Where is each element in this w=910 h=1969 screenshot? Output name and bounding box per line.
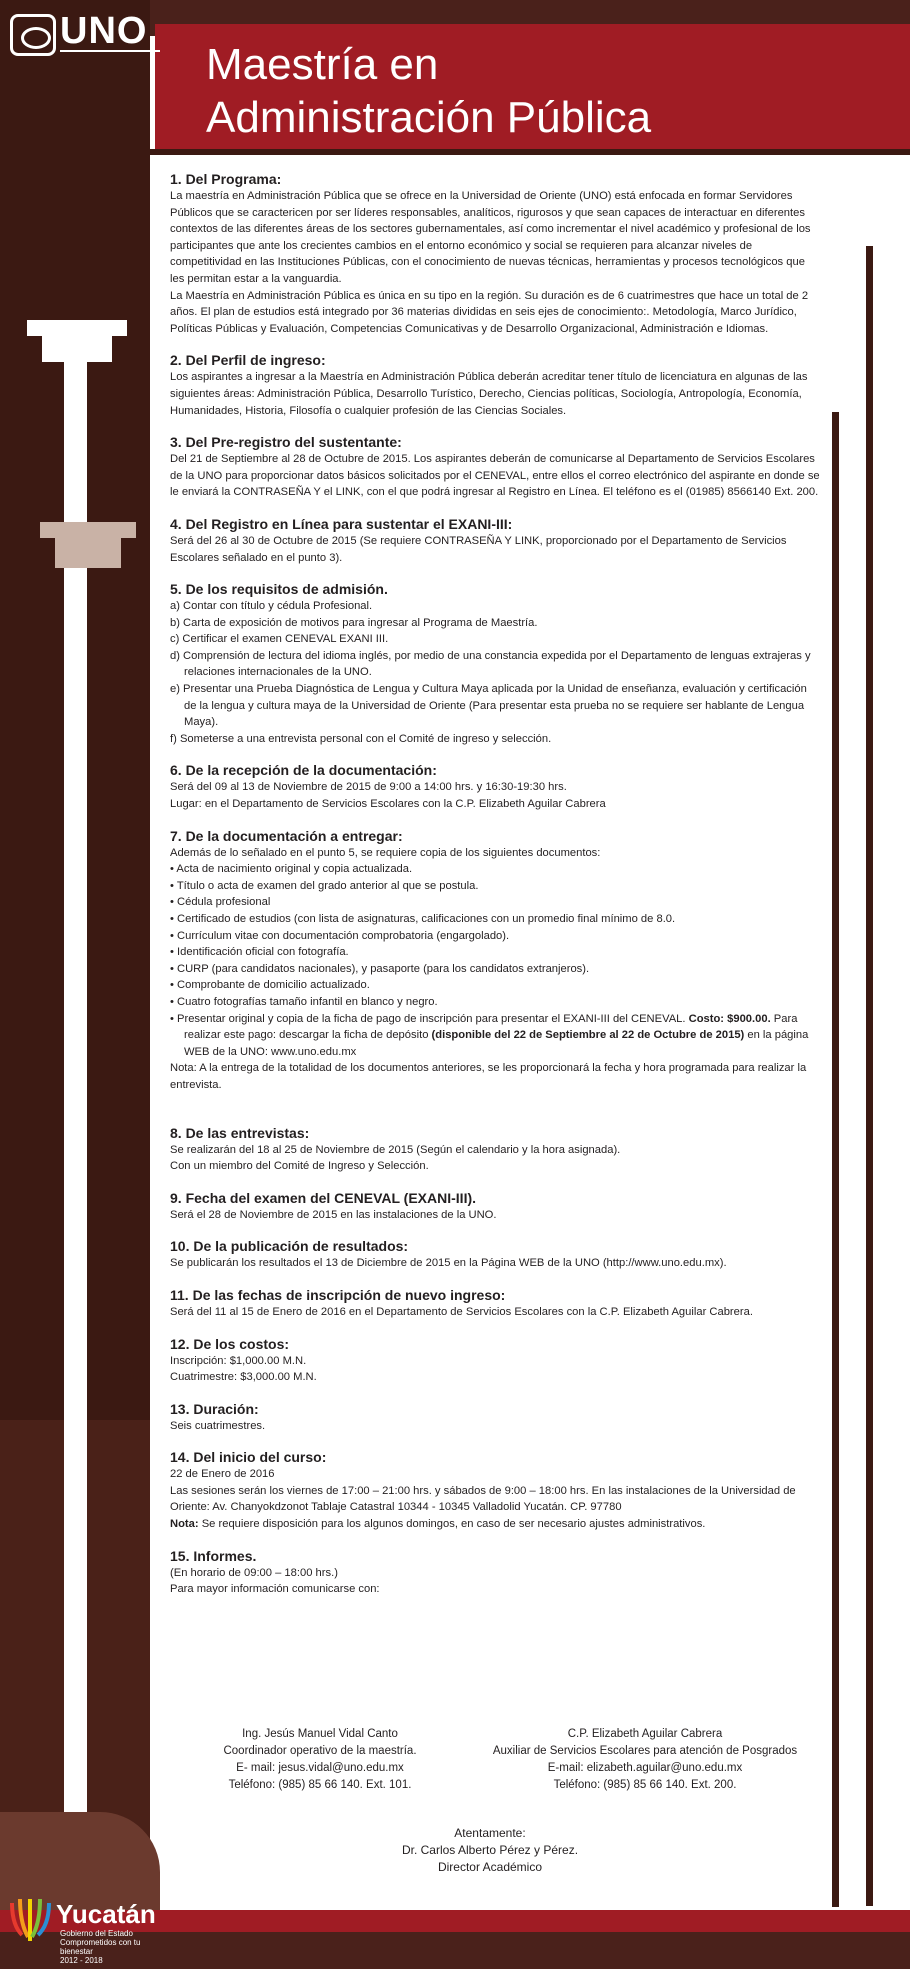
section-recepcion <box>170 761 820 812</box>
section-perfil <box>170 351 820 419</box>
contact-name: Ing. Jesús Manuel Vidal Canto <box>242 1728 398 1740</box>
section-paragraph: La maestría en Administración Pública que se ofrece en la Universidad de Oriente (UNO) está enfocada en formar Servidores Públicos que se caractericen por ser líderes responsables, analíticos, rigurosos y que sean capaces de interactuar en diferentes contextos de las diferentes áreas de los sectores gubernamentales, así como incrementar el nivel académico y profesional de los participantes que ante los crecientes cambios en el entorno económico y social se requieren para alcanzar niveles de competitividad en las Instituciones Públicas, con el conocimiento de nuevas técnicas, herramientas y procesos tecnológicos que les permitan estar a la vanguardia. <box>170 190 811 285</box>
contact-role: Auxiliar de Servicios Escolares para atención de Posgrados <box>492 1745 798 1757</box>
payment-text: • Presentar original y copia de la ficha de pago de inscripción para presentar el EXANI-III del CENEVAL. <box>170 1012 689 1025</box>
section-duracion <box>170 1400 820 1435</box>
column-shadow-bottom <box>55 538 121 568</box>
yucatan-logo-subtitle <box>60 1929 158 1965</box>
section-title: 12. De los costos: <box>170 1335 290 1352</box>
section-paragraph: Los aspirantes a ingresar a la Maestría en Administración Pública deberán acreditar tener título de licenciatura en algunas de las siguientes áreas: Administración Pública, Desarrollo Turístico, Derecho, Ciencias políticas, Sociología, Antropología, Economía, Humanidades, Historia, Filosofía o cualquier profesión de las Ciencias Sociales. <box>170 371 808 417</box>
list-item: • Comprobante de domicilio actualizado. <box>170 979 370 992</box>
contact-card <box>470 1726 820 1794</box>
section-paragraph: 22 de Enero de 2016 <box>170 1468 275 1481</box>
section-resultados <box>170 1237 820 1272</box>
section-title: 5. De los requisitos de admisión. <box>170 581 388 598</box>
list-item: d) Comprensión de lectura del idioma inglés, por medio de una constancia expedida por el Departamento de lenguas extrajeras y relaciones internacionales de la UNO. <box>170 649 811 679</box>
uno-logo-underline <box>60 50 160 58</box>
section-title: 13. Duración: <box>170 1400 259 1417</box>
uno-logo-text: UNO <box>60 10 148 52</box>
list-item: c) Certificar el examen CENEVAL EXANI III. <box>170 633 389 646</box>
section-requisitos <box>170 580 820 747</box>
signatory-name: Dr. Carlos Alberto Pérez y Pérez. <box>401 1843 579 1857</box>
list-item: b) Carta de exposición de motivos para ingresar al Programa de Maestría. <box>170 616 538 629</box>
section-paragraph: Será el 28 de Noviembre de 2015 en las instalaciones de la UNO. <box>170 1208 497 1221</box>
contact-name: C.P. Elizabeth Aguilar Cabrera <box>567 1728 723 1740</box>
list-item: • Título o acta de examen del grado anterior al que se postula. <box>170 879 479 892</box>
yucatan-logo-word: Yucatán <box>56 1899 156 1929</box>
list-item: • Cédula profesional <box>170 896 271 909</box>
signatory-title: Director Académico <box>437 1860 543 1874</box>
section-paragraph: Será del 26 al 30 de Octubre de 2015 (Se requiere CONTRASEÑA Y LINK, proporcionado por el Departamento de Servicios Escolares señalado en el punto 3). <box>170 534 787 564</box>
section-documentacion <box>170 827 820 1094</box>
uno-emblem-icon <box>10 14 56 56</box>
section-examen <box>170 1189 820 1224</box>
section-title: 7. De la documentación a entregar: <box>170 827 403 844</box>
section-paragraph: Para mayor información comunicarse con: <box>170 1583 380 1596</box>
section-paragraph: Cuatrimestre: $3,000.00 M.N. <box>170 1371 317 1384</box>
section-title: 2. Del Perfil de ingreso: <box>170 352 326 369</box>
title-line-2: Administración Pública <box>206 93 652 142</box>
payment-availability: (disponible del 22 de Septiembre al 22 de Octubre de 2015) <box>431 1029 745 1042</box>
list-item: • Currículum vitae con documentación comprobatoria (engargolado). <box>170 929 510 942</box>
list-item: a) Contar con título y cédula Profesional. <box>170 600 373 613</box>
column-shaft <box>64 362 87 1822</box>
payment-cost: Costo: $900.00. <box>688 1012 771 1025</box>
section-paragraph: Se publicarán los resultados el 13 de Diciembre de 2015 en la Página WEB de la UNO (http://www.uno.edu.mx). <box>170 1257 727 1270</box>
section-title: 8. De las entrevistas: <box>170 1124 310 1141</box>
section-inscripcion <box>170 1286 820 1321</box>
section-paragraph: La Maestría en Administración Pública es única en su tipo en la región. Su duración es de 6 cuatrimestres que hace un total de 2 años. El plan de estudios está integrado por 36 materias divididas en seis ejes de conocimiento:. Metodología, Marco Jurídico, Políticas Públicas y Evaluación, Competencias Comunicativas y de Desarrollo Organizacional, Administración e Idiomas. <box>170 289 809 335</box>
section-paragraph: (En horario de 09:00 – 18:00 hrs.) <box>170 1566 338 1579</box>
section-paragraph: Las sesiones serán los viernes de 17:00 – 21:00 hrs. y sábados de 9:00 – 18:00 hrs. En las instalaciones de la Universidad de Oriente: Av. Chanyokdzonot Tablaje Catastral 10344 - 10345 Valladolid Yucatán. CP. 97780 <box>170 1484 796 1514</box>
list-item: • CURP (para candidatos nacionales), y pasaporte (para los candidatos extranjeros). <box>170 962 590 975</box>
section-title: 14. Del inicio del curso: <box>170 1449 327 1466</box>
contact-phone: Teléfono: (985) 85 66 140. Ext. 101. <box>228 1779 412 1791</box>
list-item: f) Someterse a una entrevista personal con el Comité de ingreso y selección. <box>170 732 552 745</box>
contact-phone: Teléfono: (985) 85 66 140. Ext. 200. <box>553 1779 737 1791</box>
section-paragraph: Será del 09 al 13 de Noviembre de 2015 de 9:00 a 14:00 hrs. y 16:30-19:30 hrs. <box>170 781 567 794</box>
header-divider <box>150 149 910 155</box>
section-registro-linea <box>170 515 820 566</box>
yucatan-sub-line: Comprometidos con tu bienestar <box>60 1938 141 1956</box>
column-capital-top <box>27 320 127 336</box>
note-text: Se requiere disposición para los algunos domingos, en caso de ser necesario ajustes administrativos. <box>198 1518 706 1531</box>
section-entrevistas <box>170 1124 820 1175</box>
section-preregistro <box>170 433 820 501</box>
section-note: Nota: A la entrega de la totalidad de los documentos anteriores, se les proporcionará la fecha y hora programada para realizar la entrevista. <box>170 1062 807 1091</box>
title-line-1: Maestría en <box>206 40 439 89</box>
yucatan-sub-line: 2012 - 2018 <box>60 1956 103 1965</box>
section-paragraph: Será del 11 al 15 de Enero de 2016 en el Departamento de Servicios Escolares con la C.P. Elizabeth Aguilar Cabrera. <box>170 1305 753 1318</box>
list-item: • Cuatro fotografías tamaño infantil en blanco y negro. <box>170 995 438 1008</box>
section-paragraph: Se realizarán del 18 al 25 de Noviembre de 2015 (Según el calendario y la hora asignada). <box>170 1143 621 1156</box>
section-title: 11. De las fechas de inscripción de nuevo ingreso: <box>170 1286 506 1303</box>
section-title: 10. De la publicación de resultados: <box>170 1238 409 1255</box>
list-item: e) Presentar una Prueba Diagnóstica de Lengua y Cultura Maya aplicada por la Unidad de enseñanza, evaluación y certificación de la lengua y cultura maya de la Universidad de Oriente (Para presentar esta prueba no se requiere ser hablante de Lengua Maya). <box>170 683 807 729</box>
main-content <box>170 170 820 1598</box>
section-paragraph: Inscripción: $1,000.00 M.N. <box>170 1354 307 1367</box>
note-label: Nota: <box>170 1518 199 1531</box>
section-paragraph: Seis cuatrimestres. <box>170 1419 266 1432</box>
page-title <box>206 38 651 144</box>
section-paragraph: Lugar: en el Departamento de Servicios Escolares con la C.P. Elizabeth Aguilar Cabrera <box>170 798 606 811</box>
section-informes <box>170 1547 820 1598</box>
right-decor-bar <box>832 412 839 1907</box>
yucatan-sub-line: Gobierno del Estado <box>60 1929 133 1938</box>
contact-role: Coordinador operativo de la maestría. <box>223 1745 417 1757</box>
section-title: 15. Informes. <box>170 1547 257 1564</box>
section-programa <box>170 170 820 337</box>
payment-text: Para realizar este pago: descargar la ficha de depósito <box>184 1012 798 1042</box>
signature-block <box>340 1825 640 1876</box>
list-item: • Acta de nacimiento original y copia actualizada. <box>170 863 413 876</box>
closing-line: Atentamente: <box>454 1826 526 1840</box>
section-title: 6. De la recepción de la documentación: <box>170 762 437 779</box>
contact-email: E- mail: jesus.vidal@uno.edu.mx <box>236 1762 404 1774</box>
column-shadow-top <box>40 522 136 538</box>
yucatan-logo <box>8 1895 158 1965</box>
section-paragraph: Del 21 de Septiembre al 28 de Octubre de 2015. Los aspirantes deberán de comunicarse al Departamento de Servicios Escolares de la UNO para proporcionar datos básicos solicitados por el CENEVAL, entre ellos el correo electrónico del aspirante en donde se le enviará la CONTRASEÑA Y el LINK, con el que podrá ingresar al Registro en Línea. El teléfono es el (01985) 8566140 Ext. 200. <box>170 453 820 499</box>
section-title: 4. Del Registro en Línea para sustentar el EXANI-III: <box>170 515 513 532</box>
payment-text: en la página WEB de la UNO: www.uno.edu.mx <box>184 1029 809 1058</box>
list-item: • Identificación oficial con fotografía. <box>170 946 349 959</box>
section-title: 1. Del Programa: <box>170 171 282 187</box>
section-costos <box>170 1335 820 1386</box>
column-capital-bottom <box>42 336 112 362</box>
right-decor-bar-outer <box>866 246 873 1906</box>
list-item-payment <box>170 1011 820 1061</box>
list-item: • Certificado de estudios (con lista de asignaturas, calificaciones con un promedio final mínimo de 8.0. <box>170 913 676 925</box>
section-note <box>170 1516 820 1533</box>
yucatan-emblem-icon <box>8 1895 54 1943</box>
section-paragraph: Con un miembro del Comité de Ingreso y Selección. <box>170 1160 429 1173</box>
section-inicio-curso <box>170 1448 820 1532</box>
section-title: 9. Fecha del examen del CENEVAL (EXANI-III). <box>170 1189 477 1206</box>
section-title: 3. Del Pre-registro del sustentante: <box>170 434 402 451</box>
section-paragraph: Además de lo señalado en el punto 5, se requiere copia de los siguientes documentos: <box>170 846 601 859</box>
contact-email: E-mail: elizabeth.aguilar@uno.edu.mx <box>547 1762 743 1774</box>
uno-logo <box>10 10 158 62</box>
contact-card <box>170 1726 470 1794</box>
